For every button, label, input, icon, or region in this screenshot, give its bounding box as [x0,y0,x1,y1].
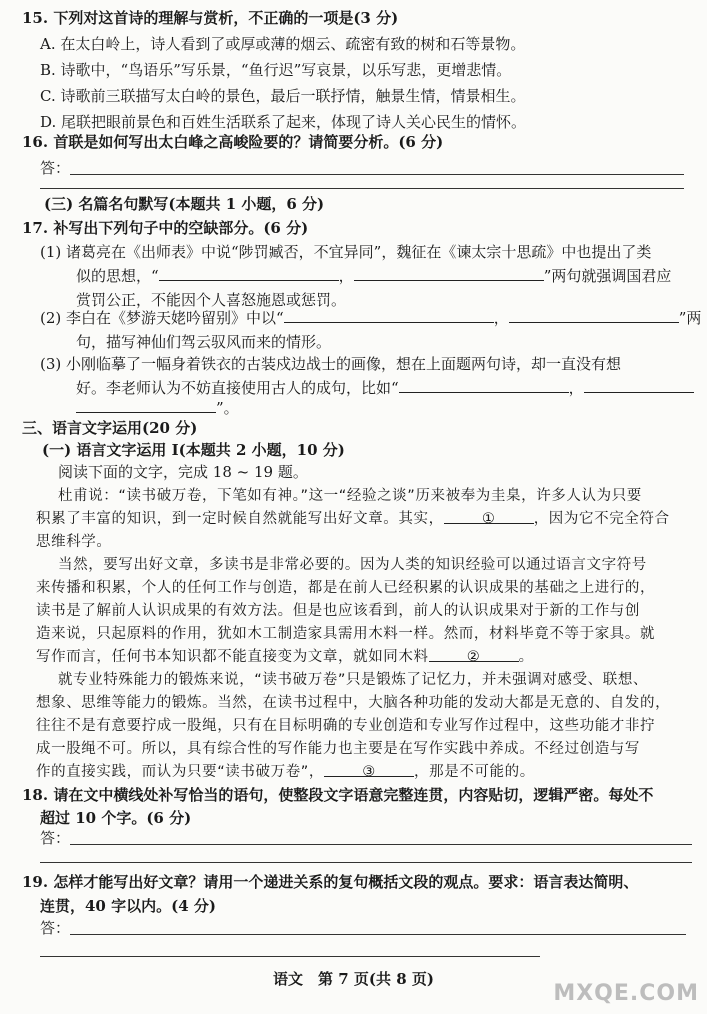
q17-3-blank-2-end[interactable] [76,398,216,413]
q17-1-line-c: 赏罚公正，不能因个人喜怒施恩或惩罚。 [76,291,347,309]
passage-p3-line-e [36,762,535,782]
q17-1-blank-2[interactable] [354,266,544,281]
passage-p2-line-c: 读书是了解前人认识成果的有效方法。但是也应该看到，前人的认识成果对于新的工作与创 [36,603,640,619]
passage-p3-line-b: 想象、思维等能力的锻炼。当然，在读书过程中，大脑各种功能的发动大都是无意的、自发的， [36,695,671,711]
blank-3-marker: ③ [362,764,376,780]
passage-p2-line-d: 造来说，只起原料的作用，犹如木工制造家具需用木料一样。然而，材料毕竟不等于家具。就 [36,626,656,642]
q15-stem: 15. 下列对这首诗的理解与赏析，不正确的一项是(3 分) [22,9,399,27]
passage-p1-line-a: 杜甫说：“读书破万卷，下笔如有神。”这一“经验之谈”历来被奉为圭臬，许多人认为只要 [58,488,642,504]
q17-stem: 17. 补写出下列句子中的空缺部分。(6 分) [22,219,309,237]
watermark-logo: MXQE.COM [553,981,699,1006]
passage-p3-line-a: 就专业特殊能力的锻炼来说，“读书破万卷”只是锻炼了记忆力，并未强调对感受、联想、 [58,672,649,688]
q19-answer-line-2[interactable] [40,956,540,957]
blank-2-marker: ② [466,649,481,665]
blank-2[interactable] [429,647,519,665]
q15-option-d: D. 尾联把眼前景色和百姓生活联系了起来，体现了诗人关心民生的情怀。 [40,113,527,131]
q17-2-blank-1[interactable] [284,308,494,323]
q15-option-c: C. 诗歌前三联描写太白岭的景色，最后一联抒情，触景生情，情景相生。 [40,87,526,105]
passage-p1-text-post: ，因为它不完全符合 [533,511,670,527]
passage-p2-line-a: 当然，要写出好文章，多读书是非常必要的。因为人类的知识经验可以通过语言文字符号 [58,557,647,573]
blank-1-marker: ① [481,511,496,527]
q17-3-line-b [76,378,694,398]
q17-2-text-pre: (2) 李白在《梦游天姥吟留别》中以“ [40,309,284,327]
q17-2-text-mid: ， [493,309,509,327]
q17-2-text-post: ”两 [678,309,702,327]
q17-2-line-a [40,308,701,328]
q18-answer-line-2[interactable] [40,862,692,863]
page-footer: 语文 第 7 页(共 8 页) [273,970,434,988]
q18-stem-a: 18. 请在文中横线处补写恰当的语句，使整段文字语意完整连贯，内容贴切，逻辑严密。每处不 [22,786,654,804]
q16-answer-label: 答： [40,159,71,177]
reading-intro: 阅读下面的文字，完成 18 ~ 19 题。 [58,463,308,481]
q17-1-line-a: (1) 诸葛亮在《出师表》中说“陟罚臧否，不宜异同”，魏征在《谏太宗十思疏》中也提出了类 [40,243,652,261]
passage-p2-text-post: 。 [518,649,534,665]
q17-3-blank-2-start[interactable] [584,378,694,393]
q17-3-text-close: ”。 [216,399,239,417]
q18-answer-line-1[interactable] [70,844,692,845]
passage-p1-line-c: 思维科学。 [36,534,112,550]
blank-1[interactable] [444,509,534,527]
q18-answer-label: 答： [40,829,71,847]
passage-p2-text: 写作而言，任何书本知识都不能直接变为文章，就如同木料 [36,649,429,665]
q15-option-a: A. 在太白岭上，诗人看到了或厚或薄的烟云、疏密有致的树和石等景物。 [40,35,526,53]
q17-3-text-pre: 好。李老师认为不妨直接使用古人的成句，比如“ [76,379,399,397]
passage-p3-line-c: 往往不是有意要拧成一股绳，只有在目标明确的专业创造和专业写作过程中，这些功能才非拧 [36,718,656,734]
q19-answer-line-1[interactable] [70,934,686,935]
q17-1-text-post: ”两句就强调国君应 [543,267,672,285]
q17-3-text-mid: ， [568,379,584,397]
q17-1-text-pre: 似的思想，“ [76,267,159,285]
section-3-heading: (三) 名篇名句默写(本题共 1 小题，6 分) [44,195,325,213]
passage-p1-line-b [36,509,670,529]
blank-3[interactable] [324,762,414,780]
q15-option-b: B. 诗歌中，“鸟语乐”写乐景，“鱼行迟”写哀景，以乐写悲，更增悲情。 [40,61,512,79]
q16-stem: 16. 首联是如何写出太白峰之高峻险要的？请简要分析。(6 分) [22,133,444,151]
q17-3-line-c [76,398,239,418]
passage-p1-text: 积累了丰富的知识，到一定时候自然就能写出好文章。其实， [36,511,444,527]
q19-answer-label: 答： [40,919,71,937]
part-3-heading: 三、语言文字运用(20 分) [22,419,198,437]
q17-1-text-mid: ， [338,267,354,285]
part-3-sub-heading: (一) 语言文字运用 I(本题共 2 小题，10 分) [42,441,345,459]
q17-3-line-a: (3) 小刚临摹了一幅身着铁衣的古装戍边战士的画像，想在上面题两句诗，却一直没有想 [40,355,622,373]
q17-1-blank-1[interactable] [159,266,339,281]
q17-1-line-b [76,266,671,286]
q17-3-blank-1[interactable] [399,378,569,393]
q19-stem-b: 连贯，40 字以内。(4 分) [40,897,216,915]
q19-stem-a: 19. 怎样才能写出好文章？请用一个递进关系的复句概括文段的观点。要求：语言表达简明、 [22,873,639,891]
q16-answer-line-2[interactable] [40,188,684,189]
passage-p3-text: 作的直接实践，而认为只要“读书破万卷”， [36,764,325,780]
q17-2-line-b: 句，描写神仙们驾云驭风而来的情形。 [76,333,332,351]
passage-p2-line-e [36,647,534,667]
passage-p3-text-post: ，那是不可能的。 [414,764,535,780]
passage-p2-line-b: 来传播和积累，个人的任何工作与创造，都是在前人已经积累的认识成果的基础之上进行的， [36,580,656,596]
q18-stem-b: 超过 10 个字。(6 分) [40,809,192,827]
q17-2-blank-2[interactable] [509,308,679,323]
passage-p3-line-d: 成一股绳不可。所以，具有综合性的写作能力也主要是在写作实践中养成。不经过创造与写 [36,741,640,757]
q16-answer-line-1[interactable] [70,174,684,175]
